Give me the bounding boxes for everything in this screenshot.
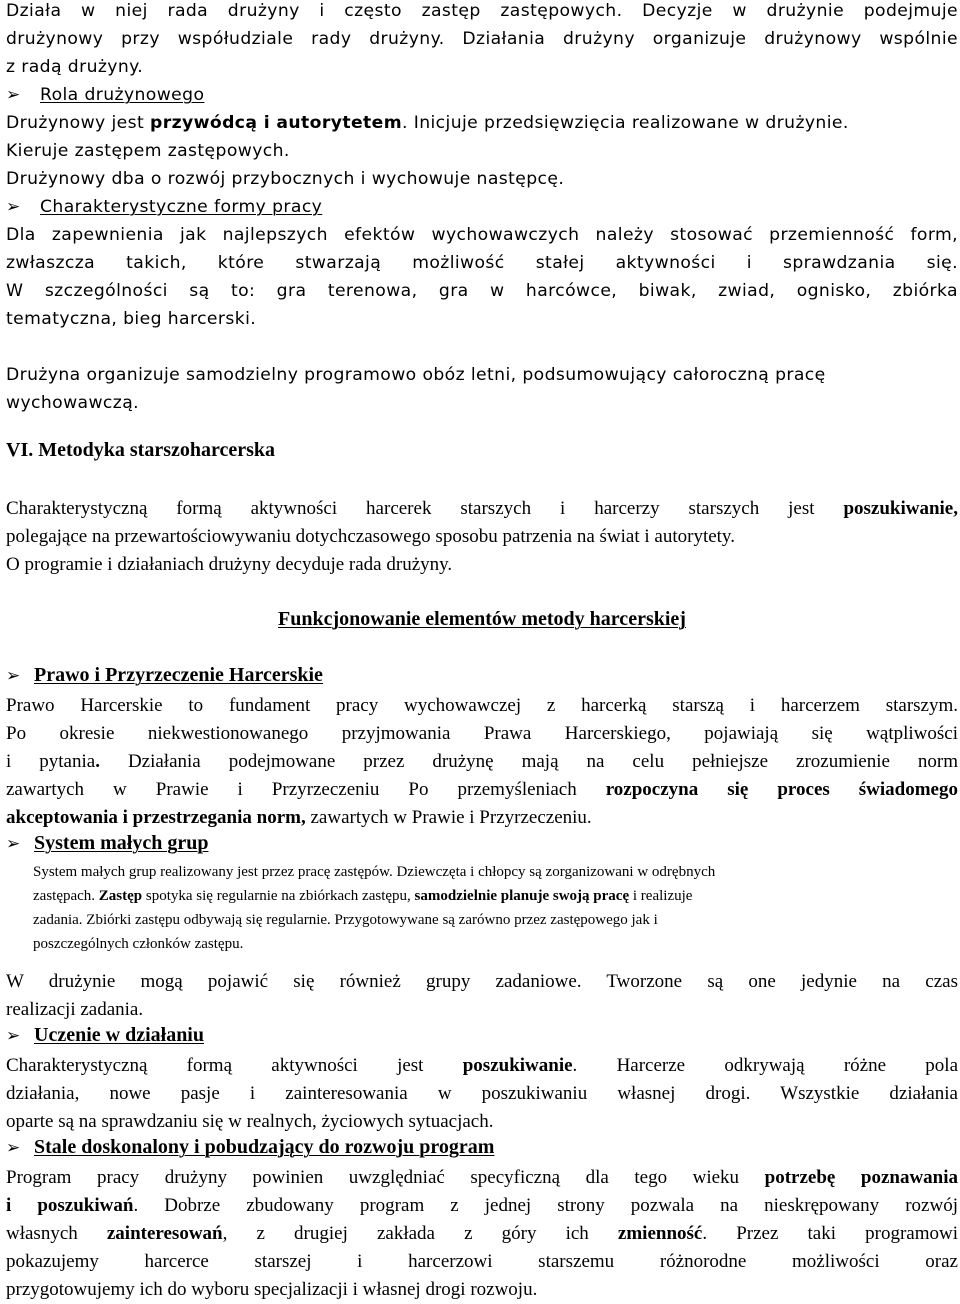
paragraph-line: System małych grup realizowany jest przez pracę zastępów. Dziewczęta i chłopcy są zorganizowani w odrębnych (33, 864, 716, 880)
paragraph-line: przygotowujemy ich do wyboru specjalizacji i własnej drogi rozwoju. (6, 1279, 538, 1300)
arrow-bullet-icon: ➢ (6, 666, 21, 686)
paragraph-line: z radą drużyny. (6, 57, 144, 77)
paragraph-line: Drużynowy dba o rozwój przybocznych i wychowuje następcę. (6, 169, 565, 189)
paragraph-line: zwłaszcza takich, które stwarzają możliwość stałej aktywności i sprawdzania się. (6, 253, 958, 273)
arrow-bullet-icon: ➢ (6, 1138, 21, 1158)
paragraph-line: i pytania. Działania podejmowane przez drużynę mają na celu pełniejsze zrozumienie norm (6, 751, 959, 772)
paragraph-line: działania, nowe pasje i zainteresowania w poszukiwaniu własnej drogi. Wszystkie działania (6, 1083, 958, 1104)
section-heading-rola: ➢ Rola drużynowego (6, 81, 958, 109)
paragraph-line: Drużyna organizuje samodzielny programowo obóz letni, podsumowujący całoroczną pracę (6, 365, 826, 385)
paragraph-line: poszczególnych członków zastępu. (33, 936, 244, 952)
arrow-bullet-icon: ➢ (6, 85, 21, 105)
arrow-bullet-icon: ➢ (6, 834, 21, 854)
paragraph-line: zawartych w Prawie i Przyrzeczeniu Po przemyśleniach rozpoczyna się proces świadomego (6, 779, 958, 800)
paragraph-line: O programie i działaniach drużyny decyduje rada drużyny. (6, 554, 453, 575)
paragraph-line: Program pracy drużyny powinien uwzględniać specyficzną dla tego wieku potrzebę poznawania (6, 1167, 959, 1188)
section-heading-uczenie: ➢ Uczenie w działaniu (6, 1024, 204, 1046)
paragraph-line: zadania. Zbiórki zastępu odbywają się regularnie. Przygotowywane są zarówno przez zastępowego jak i (33, 912, 658, 928)
paragraph-line: W szczególności są to: gra terenowa, gra w harcówce, biwak, zwiad, ognisko, zbiórka (6, 281, 958, 301)
paragraph-line: Działa w niej rada drużyny i często zastęp zastępowych. Decyzje w drużynie podejmuje (6, 1, 958, 21)
arrow-bullet-icon: ➢ (6, 197, 21, 217)
paragraph-line: Po okresie niekwestionowanego przyjmowania Prawa Harcerskiego, pojawiają się wątpliwości (6, 723, 958, 744)
paragraph-line: i poszukiwań. Dobrze zbudowany program z jednej strony pozwala na nieskrępowany rozwój (6, 1195, 958, 1216)
section-heading-program: ➢ Stale doskonalony i pobudzający do rozwoju program (6, 1136, 495, 1158)
paragraph-line: Kieruje zastępem zastępowych. (6, 141, 290, 161)
section-heading-system: ➢ System małych grup (6, 832, 209, 854)
arrow-bullet-icon: ➢ (6, 1026, 21, 1046)
paragraph-line: W drużynie mogą pojawić się również grupy zadaniowe. Tworzone są one jedynie na czas (6, 971, 958, 992)
paragraph-line: pokazujemy harcerce starszej i harcerzowi starszemu różnorodne możliwości oraz (6, 1251, 958, 1272)
paragraph-line: Prawo Harcerskie to fundament pracy wychowawczej z harcerką starszą i harcerzem starszym. (6, 695, 958, 716)
section-title-vi: VI. Metodyka starszoharcerska (6, 439, 276, 461)
paragraph-line: zastępach. Zastęp spotyka się regularnie na zbiórkach zastępu, samodzielnie planuje swoją pracę i realizuje (33, 888, 693, 904)
paragraph-line: Charakterystyczną formą aktywności harcerek starszych i harcerzy starszych jest poszukiwanie, (6, 498, 958, 519)
paragraph-line: oparte są na sprawdzaniu się w realnych, życiowych sytuacjach. (6, 1111, 494, 1132)
paragraph-line: polegające na przewartościowywaniu dotychczasowego sposobu patrzenia na świat i autorytety. (6, 526, 735, 547)
paragraph-line: Charakterystyczną formą aktywności jest poszukiwanie. Harcerze odkrywają różne pola (6, 1055, 958, 1076)
paragraph-line: wychowawczą. (6, 393, 140, 413)
paragraph-line: Drużynowy jest przywódcą i autorytetem. Inicjuje przedsięwzięcia realizowane w drużynie. (6, 113, 849, 133)
paragraph-line: Dla zapewnienia jak najlepszych efektów wychowawczych należy stosować przemienność form, (6, 225, 958, 245)
section-title-funkcjonowanie: Funkcjonowanie elementów metody harcerskiej (278, 608, 686, 630)
paragraph-line: własnych zainteresowań, z drugiej zakłada z góry ich zmienność. Przez taki programowi (6, 1223, 958, 1244)
paragraph-line: akceptowania i przestrzegania norm, zawartych w Prawie i Przyrzeczeniu. (6, 807, 592, 828)
paragraph-line: drużynowy przy współudziale rady drużyny. Działania drużyny organizuje drużynowy wspólnie (6, 29, 958, 49)
paragraph-line: realizacji zadania. (6, 999, 144, 1020)
paragraph-line: tematyczna, bieg harcerski. (6, 309, 257, 329)
section-heading-formy: ➢ Charakterystyczne formy pracy (6, 193, 958, 221)
section-heading-prawo: ➢ Prawo i Przyrzeczenie Harcerskie (6, 664, 323, 686)
